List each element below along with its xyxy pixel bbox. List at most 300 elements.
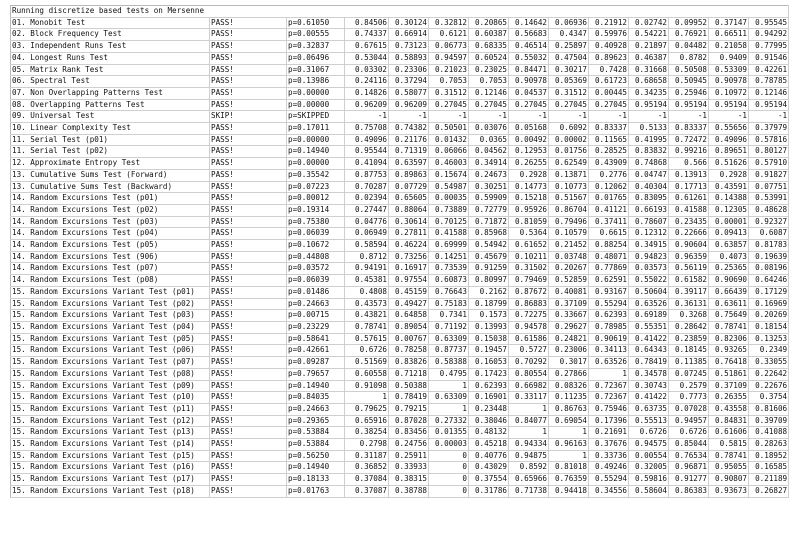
value-cell[interactable]: 0.54942	[469, 240, 509, 252]
value-cell[interactable]: 0.40776	[469, 450, 509, 462]
value-cell[interactable]: 0.20865	[469, 17, 509, 29]
value-cell[interactable]: 0.95194	[669, 99, 709, 111]
value-cell[interactable]: 0.37109	[549, 298, 589, 310]
value-cell[interactable]: 0.90619	[589, 333, 629, 345]
value-cell[interactable]: 0.37087	[345, 485, 389, 497]
value-cell[interactable]: 0.43558	[709, 403, 749, 415]
test-name-cell[interactable]: 15. Random Excursions Variant Test (p17)	[11, 474, 210, 486]
value-cell[interactable]: 0.83456	[389, 427, 429, 439]
value-cell[interactable]: 0.56683	[509, 29, 549, 41]
value-cell[interactable]: 0.39709	[749, 415, 789, 427]
test-name-cell[interactable]: 15. Random Excursions Variant Test (p03)	[11, 310, 210, 322]
value-cell[interactable]: 0.72472	[669, 134, 709, 146]
value-cell[interactable]: 0.90604	[669, 240, 709, 252]
value-cell[interactable]: 0.13871	[549, 169, 589, 181]
value-cell[interactable]: 0.19457	[469, 345, 509, 357]
value-cell[interactable]: 0.70287	[345, 181, 389, 193]
value-cell[interactable]: 0.38788	[389, 485, 429, 497]
value-cell[interactable]: 0.51569	[345, 357, 389, 369]
value-cell[interactable]: 0.37147	[709, 17, 749, 29]
value-cell[interactable]: 0.7428	[589, 64, 629, 76]
value-cell[interactable]: 0.78741	[345, 321, 389, 333]
value-cell[interactable]: 0.33933	[389, 462, 429, 474]
test-name-cell[interactable]: 15. Random Excursions Variant Test (p02)	[11, 298, 210, 310]
value-cell[interactable]: 0.30614	[389, 216, 429, 228]
value-cell[interactable]: 0.81018	[549, 462, 589, 474]
value-cell[interactable]: 0.10972	[709, 87, 749, 99]
value-cell[interactable]: 0.78607	[629, 216, 669, 228]
value-cell[interactable]: 0.78258	[389, 345, 429, 357]
value-cell[interactable]: 0.41422	[629, 392, 669, 404]
value-cell[interactable]: 0.05369	[549, 76, 589, 88]
value-cell[interactable]: 0.81606	[749, 403, 789, 415]
p-value-cell[interactable]: p=0.58641	[287, 333, 345, 345]
test-name-cell[interactable]: 14. Random Excursions Test (p04)	[11, 228, 210, 240]
value-cell[interactable]: 0.41121	[589, 204, 629, 216]
value-cell[interactable]: 0.96209	[345, 99, 389, 111]
value-cell[interactable]: 0.73539	[429, 263, 469, 275]
value-cell[interactable]: 0	[429, 474, 469, 486]
value-cell[interactable]: 0.4347	[549, 29, 589, 41]
value-cell[interactable]: 0.87028	[389, 415, 429, 427]
value-cell[interactable]: 0.25365	[709, 263, 749, 275]
value-cell[interactable]: 0.07729	[389, 181, 429, 193]
test-name-cell[interactable]: 14. Random Excursions Test (p05)	[11, 240, 210, 252]
value-cell[interactable]: 0.95194	[629, 99, 669, 111]
value-cell[interactable]: 0.16969	[749, 298, 789, 310]
value-cell[interactable]: 0.08326	[549, 380, 589, 392]
value-cell[interactable]: 0.6615	[589, 228, 629, 240]
value-cell[interactable]: 0.4795	[429, 368, 469, 380]
value-cell[interactable]: 0.50945	[669, 76, 709, 88]
value-cell[interactable]: 0.80997	[469, 275, 509, 287]
value-cell[interactable]: 0.89054	[389, 321, 429, 333]
p-value-cell[interactable]: p=0.32837	[287, 41, 345, 53]
value-cell[interactable]: -1	[709, 111, 749, 123]
value-cell[interactable]: 0.31187	[345, 450, 389, 462]
p-value-cell[interactable]: p=0.75380	[287, 216, 345, 228]
p-value-cell[interactable]: p=0.06039	[287, 228, 345, 240]
value-cell[interactable]: 0.30743	[629, 380, 669, 392]
value-cell[interactable]: 0.6726	[629, 427, 669, 439]
value-cell[interactable]: 0.6726	[669, 427, 709, 439]
value-cell[interactable]: 0.06936	[549, 17, 589, 29]
value-cell[interactable]: 0.34113	[589, 345, 629, 357]
value-cell[interactable]: 0.26827	[749, 485, 789, 497]
value-cell[interactable]: 0.4808	[345, 286, 389, 298]
value-cell[interactable]: 0.8782	[669, 52, 709, 64]
value-cell[interactable]: 0.5815	[709, 439, 749, 451]
value-cell[interactable]: 0.21897	[629, 41, 669, 53]
value-cell[interactable]: 0.2928	[709, 169, 749, 181]
test-name-cell[interactable]: 14. Random Excursions Test (p01)	[11, 193, 210, 205]
value-cell[interactable]: 0.41088	[749, 427, 789, 439]
value-cell[interactable]: 0.63735	[629, 403, 669, 415]
value-cell[interactable]: 0.17129	[749, 286, 789, 298]
p-value-cell[interactable]: p=0.31067	[287, 64, 345, 76]
value-cell[interactable]: 0.73256	[389, 251, 429, 263]
value-cell[interactable]: 0.33667	[549, 310, 589, 322]
value-cell[interactable]: 0.12305	[709, 204, 749, 216]
value-cell[interactable]: 0.5133	[629, 123, 669, 135]
p-value-cell[interactable]: p=0.53884	[287, 439, 345, 451]
test-name-cell[interactable]: 14. Random Excursions Test (p02)	[11, 204, 210, 216]
test-name-cell[interactable]: 09. Universal Test	[11, 111, 210, 123]
value-cell[interactable]: 0.64343	[629, 345, 669, 357]
value-cell[interactable]: 0.7053	[429, 76, 469, 88]
p-value-cell[interactable]: p=0.00000	[287, 134, 345, 146]
value-cell[interactable]: 0.70292	[509, 357, 549, 369]
value-cell[interactable]: 0.16917	[389, 263, 429, 275]
value-cell[interactable]: 0.25897	[549, 41, 589, 53]
value-cell[interactable]: 0.83826	[389, 357, 429, 369]
test-name-cell[interactable]: 15. Random Excursions Variant Test (p11)	[11, 403, 210, 415]
p-value-cell[interactable]: p=0.35542	[287, 169, 345, 181]
status-cell[interactable]: PASS!	[210, 345, 287, 357]
value-cell[interactable]: 0.95055	[709, 462, 749, 474]
value-cell[interactable]: 0.66914	[389, 29, 429, 41]
value-cell[interactable]: 0.85044	[669, 439, 709, 451]
test-name-cell[interactable]: 15. Random Excursions Variant Test (p09)	[11, 380, 210, 392]
value-cell[interactable]: 0.54987	[429, 181, 469, 193]
value-cell[interactable]: 0.57615	[345, 333, 389, 345]
p-value-cell[interactable]: p=0.06496	[287, 52, 345, 64]
value-cell[interactable]: 0.17396	[589, 415, 629, 427]
status-cell[interactable]: PASS!	[210, 134, 287, 146]
value-cell[interactable]: 0.96871	[669, 462, 709, 474]
value-cell[interactable]: 0.36131	[669, 298, 709, 310]
value-cell[interactable]: 0.02394	[345, 193, 389, 205]
value-cell[interactable]: -1	[469, 111, 509, 123]
value-cell[interactable]: 0.32005	[629, 462, 669, 474]
value-cell[interactable]: 0.09952	[669, 17, 709, 29]
value-cell[interactable]: 0.58077	[389, 87, 429, 99]
value-cell[interactable]: 0.00554	[629, 450, 669, 462]
value-cell[interactable]: 0.94875	[509, 450, 549, 462]
value-cell[interactable]: 0.12312	[629, 228, 669, 240]
value-cell[interactable]: 0.78785	[749, 76, 789, 88]
value-cell[interactable]: 0.27045	[589, 99, 629, 111]
value-cell[interactable]: 0.91277	[669, 474, 709, 486]
p-value-cell[interactable]: p=0.07223	[287, 181, 345, 193]
p-value-cell[interactable]: p=0.14940	[287, 380, 345, 392]
value-cell[interactable]: 0.26355	[709, 392, 749, 404]
value-cell[interactable]: 0.27447	[345, 204, 389, 216]
value-cell[interactable]: 0.37411	[589, 216, 629, 228]
value-cell[interactable]: 0.65966	[509, 474, 549, 486]
value-cell[interactable]: 0.68658	[629, 76, 669, 88]
value-cell[interactable]: 0.69054	[549, 415, 589, 427]
value-cell[interactable]: 0.71738	[509, 485, 549, 497]
value-cell[interactable]: 0.66982	[509, 380, 549, 392]
p-value-cell[interactable]: p=0.14940	[287, 462, 345, 474]
value-cell[interactable]: 0.38046	[469, 415, 509, 427]
value-cell[interactable]: 0.02742	[629, 17, 669, 29]
value-cell[interactable]: 0.64246	[749, 275, 789, 287]
value-cell[interactable]: 0.53044	[345, 52, 389, 64]
value-cell[interactable]: -1	[589, 111, 629, 123]
p-value-cell[interactable]: p=0.42661	[287, 345, 345, 357]
value-cell[interactable]: 0.37554	[469, 474, 509, 486]
value-cell[interactable]: 0.66439	[709, 286, 749, 298]
value-cell[interactable]: 0.70125	[429, 216, 469, 228]
value-cell[interactable]: 0.00003	[429, 439, 469, 451]
value-cell[interactable]: 0.11235	[549, 392, 589, 404]
value-cell[interactable]: 0.12146	[469, 87, 509, 99]
status-cell[interactable]: SKIP!	[210, 111, 287, 123]
status-cell[interactable]: PASS!	[210, 52, 287, 64]
value-cell[interactable]: 0.27045	[429, 99, 469, 111]
value-cell[interactable]: 0.63309	[429, 333, 469, 345]
value-cell[interactable]: 0.23006	[549, 345, 589, 357]
value-cell[interactable]: 0.52859	[549, 275, 589, 287]
value-cell[interactable]: 0.99216	[669, 146, 709, 158]
test-name-cell[interactable]: 03. Independent Runs Test	[11, 41, 210, 53]
value-cell[interactable]: 0.63526	[589, 357, 629, 369]
value-cell[interactable]: 0.7341	[429, 310, 469, 322]
value-cell[interactable]: 0.32812	[429, 17, 469, 29]
value-cell[interactable]: 0.00035	[429, 193, 469, 205]
value-cell[interactable]: 0.21691	[589, 427, 629, 439]
value-cell[interactable]: 0.14642	[509, 17, 549, 29]
value-cell[interactable]: 0.96359	[669, 251, 709, 263]
value-cell[interactable]: 0.07751	[749, 181, 789, 193]
value-cell[interactable]: 0.80554	[509, 368, 549, 380]
value-cell[interactable]: 0.23435	[669, 216, 709, 228]
value-cell[interactable]: 0.62393	[589, 310, 629, 322]
value-cell[interactable]: 0.71872	[469, 216, 509, 228]
value-cell[interactable]: 0.57910	[749, 158, 789, 170]
value-cell[interactable]: 0.86763	[549, 403, 589, 415]
p-value-cell[interactable]: p=0.00000	[287, 87, 345, 99]
value-cell[interactable]: 0.81059	[509, 216, 549, 228]
value-cell[interactable]: 0.78419	[629, 357, 669, 369]
value-cell[interactable]: 0.8712	[345, 251, 389, 263]
test-name-cell[interactable]: 14. Random Excursions Test (p03)	[11, 216, 210, 228]
value-cell[interactable]: 0.69999	[429, 240, 469, 252]
test-name-cell[interactable]: 15. Random Excursions Variant Test (p18)	[11, 485, 210, 497]
value-cell[interactable]: 0.60558	[345, 368, 389, 380]
value-cell[interactable]: 1	[345, 392, 389, 404]
value-cell[interactable]: 0.04482	[669, 41, 709, 53]
p-value-cell[interactable]: p=0.00012	[287, 193, 345, 205]
value-cell[interactable]: 0.73889	[429, 204, 469, 216]
value-cell[interactable]: 0.24673	[469, 169, 509, 181]
value-cell[interactable]: 0.30251	[469, 181, 509, 193]
value-cell[interactable]: 0.11385	[669, 357, 709, 369]
value-cell[interactable]: 0.77869	[589, 263, 629, 275]
value-cell[interactable]: 0.29627	[549, 321, 589, 333]
p-value-cell[interactable]: p=0.00555	[287, 29, 345, 41]
test-name-cell[interactable]: 14. Random Excursions Test (p08)	[11, 275, 210, 287]
value-cell[interactable]: 0.03302	[345, 64, 389, 76]
value-cell[interactable]: 0.01756	[549, 146, 589, 158]
p-value-cell[interactable]: p=0.56250	[287, 450, 345, 462]
value-cell[interactable]: 0.21452	[549, 240, 589, 252]
value-cell[interactable]: 1	[429, 380, 469, 392]
value-cell[interactable]: 0.95544	[345, 146, 389, 158]
status-cell[interactable]: PASS!	[210, 240, 287, 252]
value-cell[interactable]: 0.46514	[509, 41, 549, 53]
value-cell[interactable]: 1	[429, 403, 469, 415]
value-cell[interactable]: 0.75183	[429, 298, 469, 310]
test-name-cell[interactable]: 13. Cumulative Sums Test (Backward)	[11, 181, 210, 193]
value-cell[interactable]: 0.14773	[509, 181, 549, 193]
value-cell[interactable]: -1	[345, 111, 389, 123]
test-name-cell[interactable]: 13. Cumulative Sums Test (Forward)	[11, 169, 210, 181]
value-cell[interactable]: 1	[549, 427, 589, 439]
value-cell[interactable]: 0.51567	[549, 193, 589, 205]
value-cell[interactable]: 0.37294	[389, 76, 429, 88]
status-cell[interactable]: PASS!	[210, 193, 287, 205]
value-cell[interactable]: 0.62591	[589, 275, 629, 287]
status-cell[interactable]: PASS!	[210, 99, 287, 111]
value-cell[interactable]: -1	[429, 111, 469, 123]
value-cell[interactable]: 0.4073	[709, 251, 749, 263]
p-value-cell[interactable]: p=0.79657	[287, 368, 345, 380]
value-cell[interactable]: 0.61582	[669, 275, 709, 287]
value-cell[interactable]: 0.27332	[429, 415, 469, 427]
status-cell[interactable]: PASS!	[210, 298, 287, 310]
test-name-cell[interactable]: 14. Random Excursions Test (906)	[11, 251, 210, 263]
value-cell[interactable]: 0.63309	[429, 392, 469, 404]
value-cell[interactable]: 0.27866	[549, 368, 589, 380]
status-cell[interactable]: PASS!	[210, 17, 287, 29]
value-cell[interactable]: 0.91259	[469, 263, 509, 275]
value-cell[interactable]: 0.91827	[749, 169, 789, 181]
value-cell[interactable]: 0.8592	[509, 462, 549, 474]
value-cell[interactable]: 0.61652	[509, 240, 549, 252]
value-cell[interactable]: 0.34915	[629, 240, 669, 252]
value-cell[interactable]: 0.97554	[389, 275, 429, 287]
value-cell[interactable]: 0.59816	[629, 474, 669, 486]
value-cell[interactable]: 0.24756	[389, 439, 429, 451]
test-name-cell[interactable]: 15. Random Excursions Variant Test (p07)	[11, 357, 210, 369]
value-cell[interactable]: 0.07028	[669, 403, 709, 415]
value-cell[interactable]: 0.08196	[749, 263, 789, 275]
test-name-cell[interactable]: 12. Approximate Entropy Test	[11, 158, 210, 170]
value-cell[interactable]: 0.15038	[469, 333, 509, 345]
value-cell[interactable]: 0.88064	[389, 204, 429, 216]
value-cell[interactable]: 0.00492	[509, 134, 549, 146]
value-cell[interactable]: 0.93673	[709, 485, 749, 497]
value-cell[interactable]: 0.14388	[709, 193, 749, 205]
test-name-cell[interactable]: 15. Random Excursions Variant Test (p01)	[11, 286, 210, 298]
value-cell[interactable]: 0.3754	[749, 392, 789, 404]
value-cell[interactable]: 0.38315	[389, 474, 429, 486]
test-name-cell[interactable]: 06. Spectral Test	[11, 76, 210, 88]
p-value-cell[interactable]: p=0.18133	[287, 474, 345, 486]
value-cell[interactable]: 0.31668	[629, 64, 669, 76]
value-cell[interactable]: 0.46387	[629, 52, 669, 64]
value-cell[interactable]: 1	[589, 368, 629, 380]
value-cell[interactable]: 0.49246	[589, 462, 629, 474]
p-value-cell[interactable]: p=0.14940	[287, 146, 345, 158]
value-cell[interactable]: 0.59976	[589, 29, 629, 41]
value-cell[interactable]: 0.50501	[429, 123, 469, 135]
value-cell[interactable]: 0.42261	[749, 64, 789, 76]
value-cell[interactable]: 0.55351	[629, 321, 669, 333]
value-cell[interactable]: 0.60873	[429, 275, 469, 287]
value-cell[interactable]: 0.87753	[345, 169, 389, 181]
value-cell[interactable]: 0.20267	[549, 263, 589, 275]
value-cell[interactable]: -1	[549, 111, 589, 123]
value-cell[interactable]: 0.2162	[469, 286, 509, 298]
value-cell[interactable]: 0.2928	[509, 169, 549, 181]
value-cell[interactable]: 0.90690	[709, 275, 749, 287]
value-cell[interactable]: 0.72275	[509, 310, 549, 322]
p-value-cell[interactable]: p=0.01486	[287, 286, 345, 298]
value-cell[interactable]: 0.7053	[469, 76, 509, 88]
value-cell[interactable]: 0.95194	[749, 99, 789, 111]
value-cell[interactable]: 0.77995	[749, 41, 789, 53]
value-cell[interactable]: 0.23448	[469, 403, 509, 415]
value-cell[interactable]: 0.55656	[709, 123, 749, 135]
p-value-cell[interactable]: p=0.01763	[287, 485, 345, 497]
status-cell[interactable]: PASS!	[210, 321, 287, 333]
status-cell[interactable]: PASS!	[210, 76, 287, 88]
test-name-cell[interactable]: 15. Random Excursions Variant Test (p04)	[11, 321, 210, 333]
value-cell[interactable]: 0.18952	[749, 450, 789, 462]
p-value-cell[interactable]: p=0.09287	[287, 357, 345, 369]
value-cell[interactable]: 0.79496	[549, 216, 589, 228]
value-cell[interactable]: 0.34556	[589, 485, 629, 497]
value-cell[interactable]: 0.04776	[345, 216, 389, 228]
value-cell[interactable]: 0.01432	[429, 134, 469, 146]
value-cell[interactable]: 0.83832	[629, 146, 669, 158]
value-cell[interactable]: 0.22642	[749, 368, 789, 380]
value-cell[interactable]: 0.94292	[749, 29, 789, 41]
value-cell[interactable]: 0.95194	[709, 99, 749, 111]
status-cell[interactable]: PASS!	[210, 251, 287, 263]
value-cell[interactable]: 0.16585	[749, 462, 789, 474]
value-cell[interactable]: 0.83337	[589, 123, 629, 135]
value-cell[interactable]: 0.91546	[749, 52, 789, 64]
value-cell[interactable]: 0.10211	[509, 251, 549, 263]
value-cell[interactable]: 0.53991	[749, 193, 789, 205]
status-cell[interactable]: PASS!	[210, 368, 287, 380]
value-cell[interactable]: 0.81783	[749, 240, 789, 252]
status-cell[interactable]: PASS!	[210, 169, 287, 181]
value-cell[interactable]: 0.04562	[469, 146, 509, 158]
value-cell[interactable]: 0.62549	[549, 158, 589, 170]
value-cell[interactable]: 0.40928	[589, 41, 629, 53]
value-cell[interactable]: 0.03076	[469, 123, 509, 135]
value-cell[interactable]: 0.21189	[749, 474, 789, 486]
status-cell[interactable]: PASS!	[210, 462, 287, 474]
value-cell[interactable]: 0.87672	[509, 286, 549, 298]
value-cell[interactable]: 0.94597	[429, 52, 469, 64]
value-cell[interactable]: 0.84831	[709, 415, 749, 427]
status-cell[interactable]: PASS!	[210, 146, 287, 158]
value-cell[interactable]: 0.2579	[669, 380, 709, 392]
value-cell[interactable]: 0.96209	[389, 99, 429, 111]
status-cell[interactable]: PASS!	[210, 333, 287, 345]
value-cell[interactable]: 0.84471	[509, 64, 549, 76]
value-cell[interactable]: 0.65916	[345, 415, 389, 427]
value-cell[interactable]: 0.33117	[509, 392, 549, 404]
value-cell[interactable]: 0.41995	[629, 134, 669, 146]
value-cell[interactable]: 0.22666	[669, 228, 709, 240]
status-cell[interactable]: PASS!	[210, 87, 287, 99]
value-cell[interactable]: 0.17423	[469, 368, 509, 380]
test-name-cell[interactable]: 01. Monobit Test	[11, 17, 210, 29]
value-cell[interactable]: 0.18145	[669, 345, 709, 357]
status-cell[interactable]: PASS!	[210, 310, 287, 322]
value-cell[interactable]: 0.73123	[389, 41, 429, 53]
value-cell[interactable]: 0.47504	[549, 52, 589, 64]
value-cell[interactable]: 0.00445	[589, 87, 629, 99]
